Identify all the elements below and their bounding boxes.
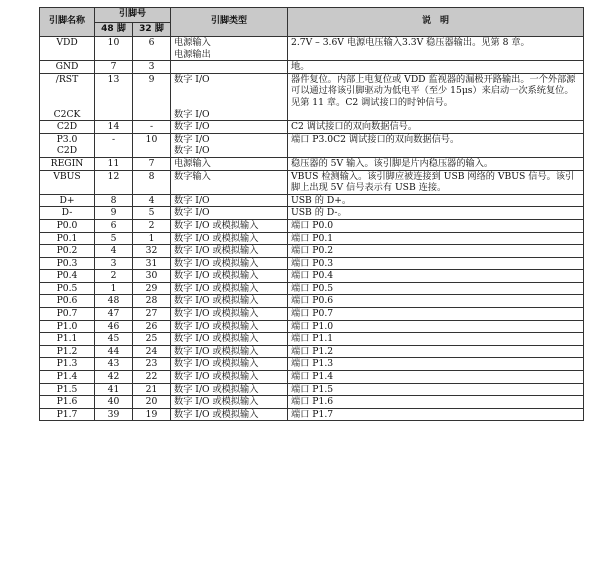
pin-type-cell [171,396,288,409]
pin-name-line: P1.6 [56,396,78,408]
pin-type-line: 数字 I/O 或模拟输入 [174,396,259,408]
pin-type-line [174,61,284,73]
pin-name-cell [40,194,95,207]
pin-name-line: C2D [56,145,78,157]
pin-name-cell [40,219,95,232]
description-line: 端口 P0.2 [291,245,334,257]
header-pin-type: 引脚类型 [171,8,288,37]
description-cell [288,257,584,270]
pin-name-cell [40,333,95,346]
pin-name-line: P1.2 [56,345,78,357]
pin-32-cell: 1 [133,232,171,245]
description-cell [288,73,584,120]
pin-name-line: P0.4 [56,270,78,282]
pin-name-line: P0.6 [56,295,78,307]
pin-type-line: 数字 I/O [174,145,210,157]
pin-name-cell [40,37,95,61]
pin-name-line: P1.4 [56,371,78,383]
table-row [40,396,584,409]
table-row [40,345,584,358]
table-row [40,61,584,74]
pin-type-cell [171,295,288,308]
description-line: 端口 P0.6 [291,295,334,307]
pin-name-cell [40,73,95,120]
description-cell [288,194,584,207]
pin-name-line: P0.5 [56,282,78,294]
header-pin-name: 引脚名称 [40,8,95,37]
description-cell [288,133,584,157]
pin-name-line: P1.0 [56,320,78,332]
pin-name-cell [40,282,95,295]
description-cell [288,219,584,232]
pin-type-cell [171,358,288,371]
table-row [40,121,584,134]
description-line: 端口 P0.3 [291,257,334,269]
table-body [40,37,584,421]
table-row [40,157,584,170]
pin-name-cell [40,61,95,74]
pin-type-cell [171,194,288,207]
pin-32-cell: 29 [133,282,171,295]
pin-32-cell: 6 [133,37,171,61]
pin-type-line: 数字 I/O [174,108,210,120]
pin-type-cell [171,308,288,321]
pin-48-cell: 9 [95,207,133,220]
pin-name-line: P3.0 [56,133,78,145]
table-row [40,358,584,371]
pin-32-cell: 7 [133,157,171,170]
pin-48-cell: 1 [95,282,133,295]
pin-type-line: 数字 I/O 或模拟输入 [174,295,259,307]
description-cell [288,345,584,358]
description-line: 端口 P1.7 [291,408,334,420]
pin-name-line: P0.3 [56,257,78,269]
pin-48-cell: 14 [95,121,133,134]
description-line: C2 调试接口的时钟信号。 [345,96,453,108]
description-cell [288,383,584,396]
table-row [40,245,584,258]
pin-type-line: 数字 I/O 或模拟输入 [174,308,259,320]
pin-32-cell: 2 [133,219,171,232]
description-cell [288,170,584,194]
pin-type-line: 数字 I/O 或模拟输入 [174,333,259,345]
description-line: 端口 P3.0 [291,133,334,145]
pin-32-cell: 3 [133,61,171,74]
pin-type-cell [171,408,288,421]
pin-type-line: 数字 I/O [174,121,210,133]
pin-type-cell [171,73,288,120]
description-line: 端口 P1.0 [291,320,334,332]
pin-name-line: P0.1 [56,232,78,244]
table-row [40,295,584,308]
pin-type-cell [171,383,288,396]
pin-32-cell: 10 [133,133,171,157]
table-row [40,282,584,295]
pin-48-cell: - [95,133,133,157]
pin-definition-table [39,7,584,421]
pin-type-line: 数字 I/O 或模拟输入 [174,232,259,244]
pin-48-cell: 42 [95,371,133,384]
pin-type-cell [171,320,288,333]
description-line: 稳压器的 5V 输入。该引脚是片内稳压器的输入。 [291,157,494,169]
description-cell [288,207,584,220]
description-line: 端口 P0.7 [291,308,334,320]
table-row [40,257,584,270]
description-line: 外部源可以通过将该引脚驱动为低电平（至少 15μs）来启动一 [291,73,576,97]
description-line: 次系统复位。见第 11 章。 [291,85,574,108]
pin-name-cell [40,270,95,283]
pin-name-line: P0.2 [56,245,78,257]
pin-name-line: C2D [56,121,78,133]
table-row [40,133,584,157]
pin-type-line [174,97,284,109]
table-row [40,219,584,232]
description-cell [288,232,584,245]
pin-name-cell [40,371,95,384]
pin-type-cell [171,219,288,232]
pin-name-cell [40,121,95,134]
description-line: 端口 P0.4 [291,270,334,282]
pin-type-line: 数字 I/O [174,194,210,206]
pin-name-line: P1.1 [56,333,78,345]
table-row [40,408,584,421]
pin-name-cell [40,345,95,358]
description-cell [288,282,584,295]
pin-name-line: P1.7 [56,408,78,420]
pin-type-cell [171,133,288,157]
table-row [40,383,584,396]
pin-48-cell: 44 [95,345,133,358]
pin-type-line: 数字 I/O 或模拟输入 [174,270,259,282]
pin-32-cell: 31 [133,257,171,270]
pin-type-line: 数字 I/O 或模拟输入 [174,358,259,370]
description-line: 器件复位。内部上电复位或 VDD 监视器的漏极开路输出。一个 [291,73,548,85]
pin-type-line: 数字 I/O 或模拟输入 [174,320,259,332]
pin-48-cell: 11 [95,157,133,170]
description-line: 2.7V – 3.6V 电源电压输入 [291,37,402,48]
pin-type-line: 数字 I/O 或模拟输入 [174,219,259,231]
pin-48-cell: 5 [95,232,133,245]
pin-name-line: P0.0 [56,219,78,231]
description-cell [288,371,584,384]
pin-name-line: VDD [56,37,78,48]
description-cell [288,61,584,74]
pin-type-line: 电源输入 [174,37,211,48]
description-cell [288,333,584,346]
header-pin-number: 引脚号 [95,8,171,23]
pin-name-line: C2CK [53,108,81,120]
pin-48-cell: 6 [95,219,133,232]
pin-32-cell: 22 [133,371,171,384]
pin-name-cell [40,396,95,409]
pin-type-line: 数字 I/O 或模拟输入 [174,408,259,420]
description-cell [288,408,584,421]
pin-48-cell: 48 [95,295,133,308]
pin-name-line: P1.3 [56,358,78,370]
description-line: 地。 [291,61,310,73]
pin-name-line: P1.5 [56,383,78,395]
pin-48-cell: 45 [95,333,133,346]
pin-name-line: D+ [59,194,75,206]
pin-type-cell [171,371,288,384]
pin-48-cell: 46 [95,320,133,333]
header-48-pin: 48 脚 [95,23,133,37]
pin-48-cell: 13 [95,73,133,120]
pin-32-cell: 28 [133,295,171,308]
pin-name-cell [40,232,95,245]
pin-name-cell [40,245,95,258]
table-row [40,170,584,194]
pin-type-line: 电源输出 [174,48,211,60]
description-line: 端口 P1.1 [291,333,334,345]
table-row [40,320,584,333]
pin-type-line: 数字 I/O 或模拟输入 [174,371,259,383]
description-line: VBUS 检测输入。该引脚应被连接到 USB 网络的 VBUS 信号。 [291,170,556,182]
description-line: 该引脚上出现 5V 信号表示有 USB 连接。 [291,170,575,194]
pin-type-line: 数字 I/O 或模拟输入 [174,383,259,395]
pin-type-cell [171,157,288,170]
description-line: 端口 P1.4 [291,371,334,383]
description-cell [288,308,584,321]
description-line: C2 调试接口的双向数据信号。 [291,121,418,133]
description-cell [288,320,584,333]
pin-32-cell: 8 [133,170,171,194]
table-row [40,194,584,207]
pin-name-line: GND [55,61,79,73]
table-row [40,371,584,384]
description-line: 端口 P1.5 [291,383,334,395]
pin-32-cell: 26 [133,320,171,333]
pin-type-line: 电源输入 [174,157,211,169]
description-line: 端口 P0.1 [291,232,334,244]
pin-name-cell [40,358,95,371]
pin-type-cell [171,37,288,61]
pin-name-line: /RST [55,73,79,85]
description-cell [288,270,584,283]
pin-type-line: 数字 I/O [174,207,210,219]
pin-type-line: 数字输入 [174,170,211,182]
pin-48-cell: 43 [95,358,133,371]
description-line: 3.3V 稳压器输出。见第 8 章。 [402,37,530,48]
table-row [40,308,584,321]
pin-name-cell [40,308,95,321]
pin-type-cell [171,207,288,220]
table-row [40,207,584,220]
table-row [40,73,584,120]
pin-name-line [43,85,91,97]
table-row [40,37,584,61]
pin-name-cell [40,157,95,170]
pin-type-cell [171,170,288,194]
pin-type-cell [171,345,288,358]
pin-48-cell: 2 [95,270,133,283]
description-cell [288,37,584,61]
description-cell [288,358,584,371]
pin-name-cell [40,133,95,157]
header-description: 说 明 [288,8,584,37]
pin-type-cell [171,121,288,134]
pin-32-cell: 4 [133,194,171,207]
pin-32-cell: 23 [133,358,171,371]
pin-type-cell [171,232,288,245]
description-cell [288,121,584,134]
description-line: USB 的 D-。 [291,207,347,219]
table-row [40,333,584,346]
pin-name-cell [40,207,95,220]
pin-48-cell: 7 [95,61,133,74]
description-cell [288,295,584,308]
pin-48-cell: 40 [95,396,133,409]
pin-48-cell: 41 [95,383,133,396]
pin-name-cell [40,320,95,333]
pin-48-cell: 4 [95,245,133,258]
pin-name-line [43,97,91,109]
pin-48-cell: 8 [95,194,133,207]
pin-48-cell: 12 [95,170,133,194]
pin-48-cell: 39 [95,408,133,421]
pin-table-container [39,7,583,421]
header-32-pin: 32 脚 [133,23,171,37]
pin-name-cell [40,295,95,308]
pin-32-cell: 24 [133,345,171,358]
pin-type-line: 数字 I/O 或模拟输入 [174,345,259,357]
description-cell [288,157,584,170]
pin-name-line: VBUS [53,170,81,182]
pin-32-cell: - [133,121,171,134]
pin-type-cell [171,282,288,295]
pin-32-cell: 9 [133,73,171,120]
pin-type-line [174,85,284,97]
description-line: 端口 P0.0 [291,219,334,231]
pin-type-line: 数字 I/O 或模拟输入 [174,257,259,269]
pin-type-line: 数字 I/O 或模拟输入 [174,245,259,257]
pin-type-line: 数字 I/O [174,133,210,145]
pin-type-cell [171,257,288,270]
description-cell [288,396,584,409]
description-line: 端口 P0.5 [291,282,334,294]
pin-name-line: P0.7 [56,308,78,320]
description-cell [288,245,584,258]
pin-48-cell: 47 [95,308,133,321]
description-line: 端口 P1.3 [291,358,334,370]
pin-48-cell: 10 [95,37,133,61]
pin-name-cell [40,170,95,194]
pin-32-cell: 5 [133,207,171,220]
pin-48-cell: 3 [95,257,133,270]
pin-name-cell [40,257,95,270]
table-row [40,270,584,283]
table-row [40,232,584,245]
pin-32-cell: 19 [133,408,171,421]
pin-type-cell [171,245,288,258]
pin-32-cell: 21 [133,383,171,396]
pin-type-cell [171,333,288,346]
pin-32-cell: 25 [133,333,171,346]
pin-name-cell [40,408,95,421]
description-line: 端口 P1.6 [291,396,334,408]
description-line: USB 的 D+。 [291,194,352,206]
pin-type-cell [171,270,288,283]
pin-32-cell: 27 [133,308,171,321]
pin-type-cell [171,61,288,74]
pin-name-cell [40,383,95,396]
pin-type-line: 数字 I/O [174,73,210,85]
description-line: C2 调试接口的双向数据信号。 [333,133,460,145]
pin-name-line: D- [61,207,73,219]
pin-32-cell: 20 [133,396,171,409]
pin-name-line: REGIN [50,157,84,169]
pin-32-cell: 30 [133,270,171,283]
description-line: 端口 P1.2 [291,345,334,357]
pin-32-cell: 32 [133,245,171,258]
pin-type-line: 数字 I/O 或模拟输入 [174,282,259,294]
